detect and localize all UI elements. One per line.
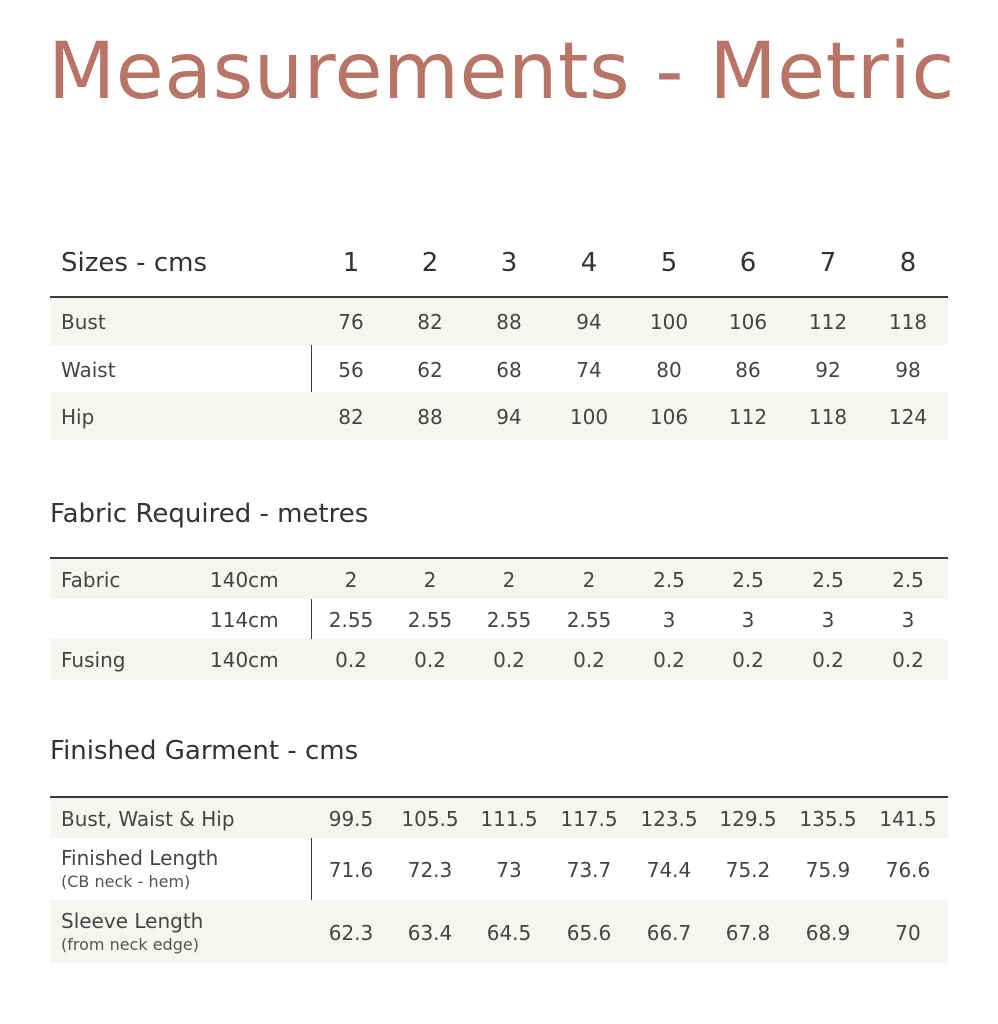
size-label: 8 [899, 248, 917, 278]
table-cell: 76.6 [885, 858, 931, 882]
size-label: 2 [421, 248, 439, 278]
table-cell: 99.5 [328, 807, 374, 831]
table-cell: 2.5 [732, 568, 764, 592]
table-cell: 2.55 [566, 608, 612, 632]
table-cell: 0.2 [414, 648, 446, 672]
table-cell: 100 [649, 310, 689, 334]
size-label: 1 [342, 248, 360, 278]
table-cell: 100 [569, 405, 609, 429]
table-cell: 82 [338, 405, 364, 429]
table-row [50, 599, 948, 639]
table-row [50, 838, 948, 900]
size-label: 6 [739, 248, 757, 278]
table-cell: 118 [888, 310, 928, 334]
table-cell: 2.55 [328, 608, 374, 632]
table-cell: 123.5 [640, 807, 698, 831]
table-row [50, 639, 948, 680]
sizes-header-row [50, 248, 948, 288]
table-cell: 3 [901, 608, 915, 632]
table-cell: 75.9 [805, 858, 851, 882]
table-cell: 64.5 [486, 921, 532, 945]
table-cell: 88 [496, 310, 522, 334]
sizes-header-label: Sizes - cms [61, 248, 207, 278]
row-label: Hip [61, 405, 95, 429]
row-label: Finished Length [61, 846, 219, 870]
row-label: Bust [61, 310, 106, 334]
table-row [50, 559, 948, 599]
table-cell: 0.2 [573, 648, 605, 672]
table-cell: 74.4 [646, 858, 692, 882]
table-cell: 0.2 [892, 648, 924, 672]
table-cell: 112 [728, 405, 768, 429]
row-sublabel: (from neck edge) [61, 935, 199, 954]
size-label: 5 [660, 248, 678, 278]
table-cell: 63.4 [407, 921, 453, 945]
table-cell: 72.3 [407, 858, 453, 882]
table-cell: 68.9 [805, 921, 851, 945]
table-cell: 124 [888, 405, 928, 429]
table-cell: 71.6 [328, 858, 374, 882]
table-cell: 67.8 [725, 921, 771, 945]
table-cell: 92 [815, 358, 841, 382]
table-cell: 74 [576, 358, 602, 382]
table-row [50, 798, 948, 838]
table-cell: 94 [576, 310, 602, 334]
table-cell: 2 [344, 568, 358, 592]
size-label: 7 [819, 248, 837, 278]
row-label: Sleeve Length [61, 909, 204, 933]
table-cell: 2 [423, 568, 437, 592]
table-cell: 112 [808, 310, 848, 334]
table-cell: 2.5 [892, 568, 924, 592]
row-label: Bust, Waist & Hip [61, 807, 235, 831]
table-cell: 2.55 [407, 608, 453, 632]
table-cell: 117.5 [560, 807, 618, 831]
row-label: Fabric [61, 568, 121, 592]
table-cell: 2.5 [653, 568, 685, 592]
table-cell: 106 [728, 310, 768, 334]
table-row [50, 900, 948, 963]
table-cell: 141.5 [879, 807, 937, 831]
row-label: Waist [61, 358, 116, 382]
table-cell: 82 [417, 310, 443, 334]
table-cell: 2 [502, 568, 516, 592]
table-cell: 0.2 [653, 648, 685, 672]
table-cell: 66.7 [646, 921, 692, 945]
table-cell: 118 [808, 405, 848, 429]
page-title: Measurements - Metric [48, 27, 955, 117]
table-cell: 3 [741, 608, 755, 632]
table-cell: 68 [496, 358, 522, 382]
table-cell: 70 [895, 921, 921, 945]
table-cell: 62.3 [328, 921, 374, 945]
row-label: Fusing [61, 648, 126, 672]
table-cell: 3 [662, 608, 676, 632]
table-cell: 98 [895, 358, 921, 382]
table-cell: 135.5 [799, 807, 857, 831]
table-cell: 62 [417, 358, 443, 382]
fabric-width: 140cm [210, 648, 279, 672]
table-cell: 0.2 [493, 648, 525, 672]
table-cell: 0.2 [732, 648, 764, 672]
table-cell: 2 [582, 568, 596, 592]
fabric-width: 140cm [210, 568, 279, 592]
table-cell: 73 [496, 858, 522, 882]
fabric-section-title: Fabric Required - metres [50, 499, 369, 529]
table-cell: 80 [656, 358, 682, 382]
table-cell: 0.2 [335, 648, 367, 672]
table-cell: 88 [417, 405, 443, 429]
fabric-width: 114cm [210, 608, 279, 632]
row-sublabel: (CB neck - hem) [61, 872, 191, 891]
table-cell: 2.5 [812, 568, 844, 592]
table-cell: 3 [821, 608, 835, 632]
table-cell: 105.5 [401, 807, 459, 831]
table-cell: 111.5 [480, 807, 538, 831]
garment-section-title: Finished Garment - cms [50, 736, 359, 766]
table-cell: 76 [338, 310, 364, 334]
table-cell: 65.6 [566, 921, 612, 945]
table-cell: 56 [338, 358, 364, 382]
table-row [50, 298, 948, 345]
size-label: 3 [500, 248, 518, 278]
table-cell: 73.7 [566, 858, 612, 882]
table-row [50, 345, 948, 392]
table-cell: 75.2 [725, 858, 771, 882]
table-cell: 2.55 [486, 608, 532, 632]
table-cell: 129.5 [719, 807, 777, 831]
table-cell: 106 [649, 405, 689, 429]
table-cell: 86 [735, 358, 761, 382]
table-cell: 94 [496, 405, 522, 429]
table-cell: 0.2 [812, 648, 844, 672]
size-label: 4 [580, 248, 598, 278]
table-row [50, 392, 948, 440]
